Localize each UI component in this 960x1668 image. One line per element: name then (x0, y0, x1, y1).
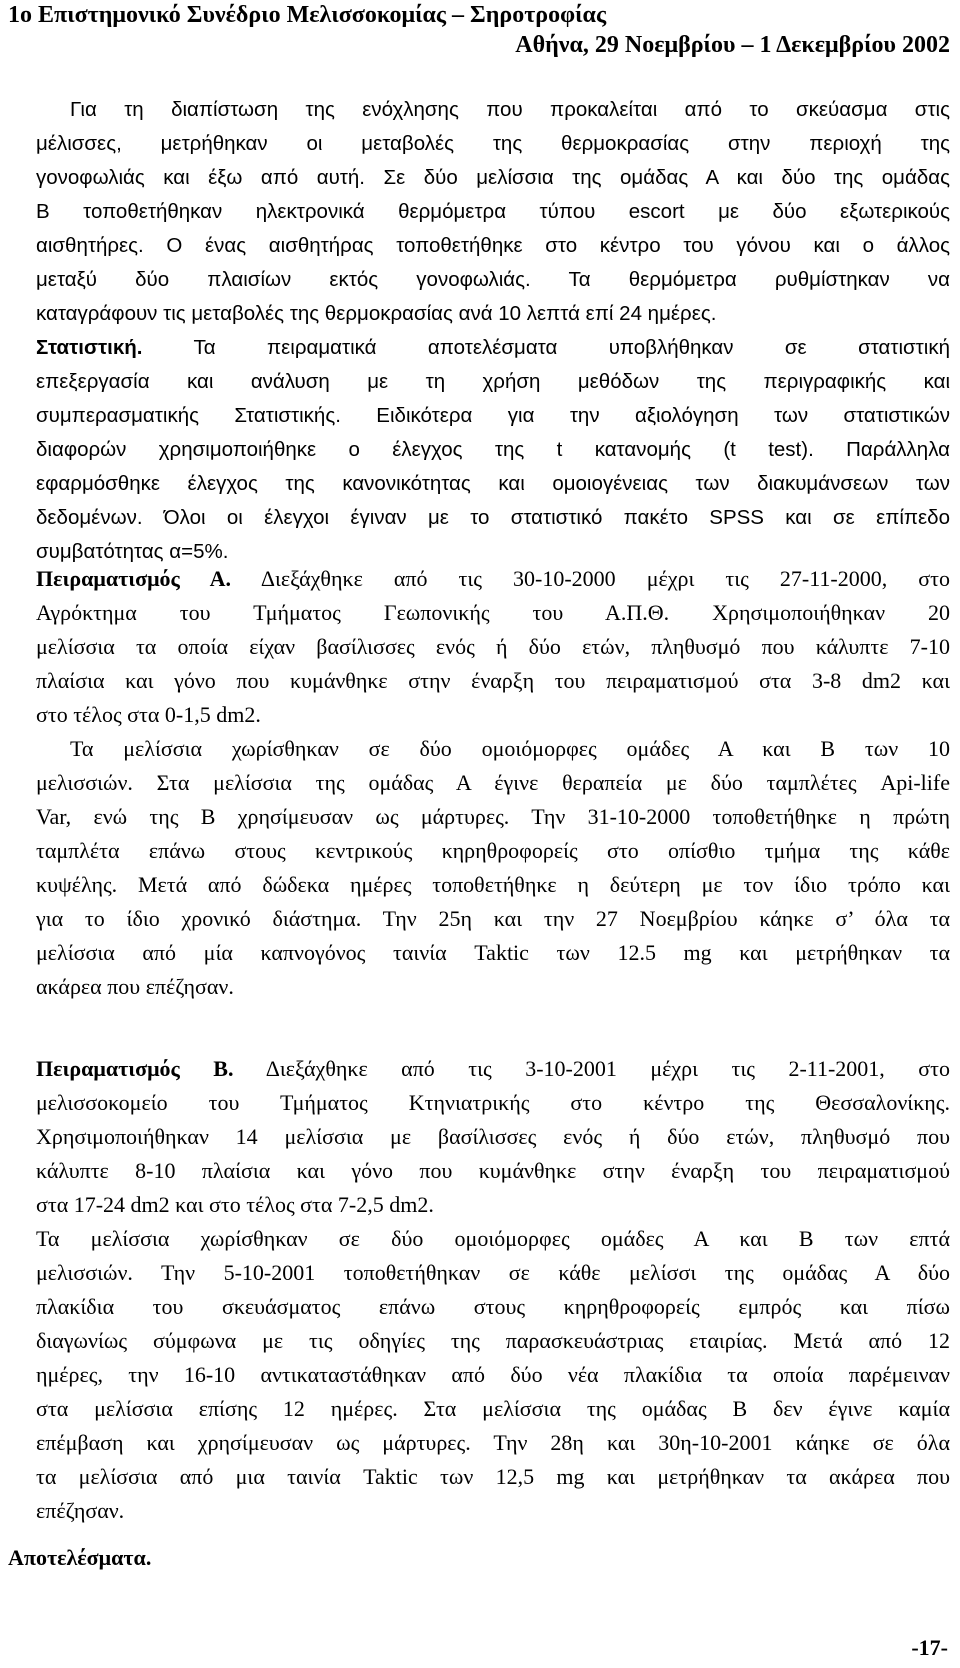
text-line: πλακίδια του σκευάσματος επάνω στους κηρηθροφορείς εμπρός και πίσω (36, 1294, 950, 1319)
running-header-date: Αθήνα, 29 Νοεμβρίου – 1 Δεκεμβρίου 2002 (515, 32, 950, 58)
text-line: επεξεργασία και ανάλυση με τη χρήση μεθόδων της περιγραφικής και (36, 370, 950, 393)
text-line: πλαίσια και γόνο που κυμάνθηκε στην έναρξη του πειραματισμού στα 3-8 dm2 και (36, 668, 950, 693)
statistics-first-line: Στατιστική. Τα πειραματικά αποτελέσματα υποβλήθηκαν σε στατιστική (36, 336, 950, 359)
running-header-conference: 1ο Επιστημονικό Συνέδριο Μελισσοκομίας – Σηροτροφίας (8, 2, 607, 28)
text-line: αισθητήρες. Ο ένας αισθητήρας τοποθετήθηκε στο κέντρο του γόνου και ο άλλος (36, 234, 950, 257)
paragraph-experiment-a (36, 562, 950, 1004)
text-line: μεταξύ δύο πλαισίων εκτός γονοφωλιάς. Τα θερμόμετρα ρυθμίστηκαν να (36, 268, 950, 291)
experiment-b-label: Πειραματισμός Β. (36, 1056, 234, 1081)
text-line: στο τέλος στα 0-1,5 dm2. (36, 702, 261, 727)
text-line: Για τη διαπίστωση της ενόχλησης που προκαλείται από το σκεύασμα στις (70, 98, 950, 121)
statistics-label: Στατιστική. (36, 336, 143, 359)
text-line: ημέρες, την 16-10 αντικαταστάθηκαν από δύο νέα πλακίδια τα οποία παρέμειναν (36, 1362, 950, 1387)
text-line: δεδομένων. Όλοι οι έλεγχοι έγιναν με το στατιστικό πακέτο SPSS και σε επίπεδο (36, 506, 950, 529)
text-line: γονοφωλιάς και έξω από αυτή. Σε δύο μελίσσια της ομάδας Α και δύο της ομάδας (36, 166, 950, 189)
experiment-b-first-line: Πειραματισμός Β. Διεξάχθηκε από τις 3-10-2001 μέχρι τις 2-11-2001, στο (36, 1056, 950, 1081)
text-line: κυψέλης. Μετά από δώδεκα ημέρες τοποθετήθηκε η δεύτερη με τον ίδιο τρόπο και (36, 872, 950, 897)
text-line: τα μελίσσια από μια ταινία Taktic των 12,5 mg και μετρήθηκαν τα ακάρεα που (36, 1464, 950, 1489)
paragraph-temperature-measurement (36, 93, 950, 569)
text-line: κάλυπτε 8-10 πλαίσια και γόνο που κυμάνθηκε στην έναρξη του πειραματισμού (36, 1158, 950, 1183)
text-line: Β τοποθετήθηκαν ηλεκτρονικά θερμόμετρα τύπου escort με δύο εξωτερικούς (36, 200, 950, 223)
text-line: Var, ενώ της Β χρησίμευσαν ως μάρτυρες. Την 31-10-2000 τοποθετήθηκε η πρώτη (36, 804, 950, 829)
text-line: διαφορών χρησιμοποιήθηκε ο έλεγχος της t κατανομής (t test). Παράλληλα (36, 438, 950, 461)
text-line: διαγωνίως σύμφωνα με τις οδηγίες της παρασκευάστριας εταιρίας. Μετά από 12 (36, 1328, 950, 1353)
text-line: Χρησιμοποιήθηκαν 14 μελίσσια με βασίλισσες ενός ή δύο ετών, πληθυσμό που (36, 1124, 950, 1149)
text-line: συμπερασματικής Στατιστικής. Ειδικότερα για την αξιολόγηση των στατιστικών (36, 404, 950, 427)
text-line: για το ίδιο χρονικό διάστημα. Την 25η και την 27 Νοεμβρίου κάηκε σ’ όλα τα (36, 906, 950, 931)
text-line: μελισσιών. Την 5-10-2001 τοποθετήθηκαν σε κάθε μελίσσι της ομάδας Α δύο (36, 1260, 950, 1285)
text-line: ταμπλέτα επάνω στους κεντρικούς κηρηθροφορείς στο οπίσθιο τμήμα της κάθε (36, 838, 950, 863)
text-line: Τα μελίσσια χωρίσθηκαν σε δύο ομοιόμορφες ομάδες Α και Β των 10 (70, 736, 950, 761)
text-line: καταγράφουν τις μεταβολές της θερμοκρασίας ανά 10 λεπτά επί 24 ημέρες. (36, 302, 717, 325)
page-number: -17- (911, 1635, 948, 1660)
text-line: στα μελίσσια επίσης 12 ημέρες. Στα μελίσσια της ομάδας Β δεν έγινε καμία (36, 1396, 950, 1421)
text-line: επέμβαση και χρησίμευσαν ως μάρτυρες. Την 28η και 30η-10-2001 κάηκε σε όλα (36, 1430, 950, 1455)
experiment-a-label: Πειραματισμός Α. (36, 566, 232, 591)
text-line: επέζησαν. (36, 1498, 125, 1523)
results-heading: Αποτελέσματα. (8, 1545, 152, 1570)
text-line: μελίσσια τα οποία είχαν βασίλισσες ενός ή δύο ετών, πληθυσμό που κάλυπτε 7-10 (36, 634, 950, 659)
text-line: ακάρεα που επέζησαν. (36, 974, 234, 999)
text-line: συμβατότητας α=5%. (36, 540, 229, 563)
text-line: μελισσοκομείο του Τμήματος Κτηνιατρικής στο κέντρο της Θεσσαλονίκης. (36, 1090, 950, 1115)
text-line: μέλισσες, μετρήθηκαν οι μεταβολές της θερμοκρασίας στην περιοχή της (36, 132, 950, 155)
text-line: μελίσσια από μία καπνογόνος ταινία Taktic των 12.5 mg και μετρήθηκαν τα (36, 940, 950, 965)
text-line: μελισσιών. Στα μελίσσια της ομάδας Α έγινε θεραπεία με δύο ταμπλέτες Api-life (36, 770, 950, 795)
text-line: Τα μελίσσια χωρίσθηκαν σε δύο ομοιόμορφες ομάδες Α και Β των επτά (36, 1226, 950, 1251)
experiment-a-first-line: Πειραματισμός Α. Διεξάχθηκε από τις 30-10-2000 μέχρι τις 27-11-2000, στο (36, 566, 950, 591)
paragraph-experiment-b (36, 1052, 950, 1528)
text-line: εφαρμόσθηκε έλεγχος της κανονικότητας και ομοιογένειας των διακυμάνσεων των (36, 472, 950, 495)
text-line: Αγρόκτημα του Τμήματος Γεωπονικής του Α.Π.Θ. Χρησιμοποιήθηκαν 20 (36, 600, 950, 625)
text-line: στα 17-24 dm2 και στο τέλος στα 7-2,5 dm2. (36, 1192, 434, 1217)
